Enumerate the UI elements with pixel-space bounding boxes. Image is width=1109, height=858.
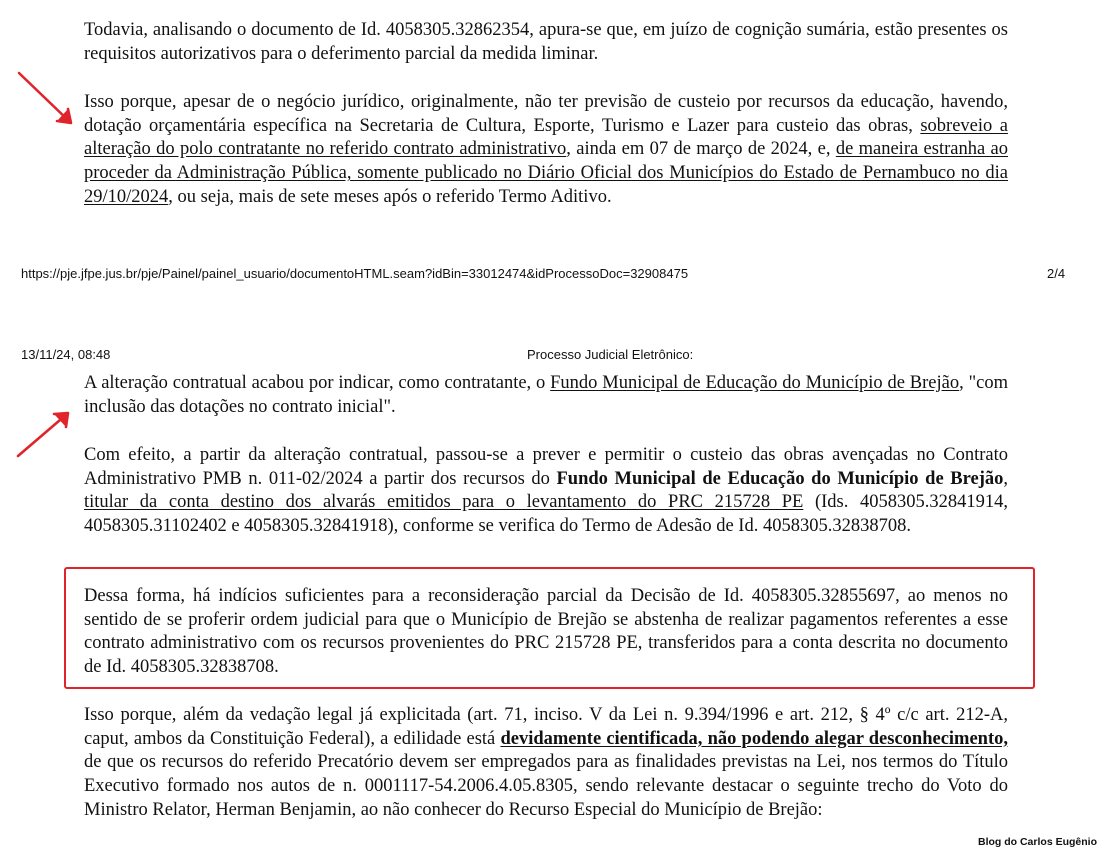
bold-underlined-text: devidamente cientificada, não podendo alegar desconhecimento,: [500, 728, 1008, 749]
page-footer-url[interactable]: https://pje.jfpe.jus.br/pje/Painel/painel_usuario/documentoHTML.seam?idBin=33012474&idProcessoDoc=32908475: [21, 266, 689, 281]
blog-watermark: Blog do Carlos Eugênio: [977, 836, 1097, 848]
paragraph-3: A alteração contratual acabou por indicar, como contratante, o Fundo Municipal de Educação do Município de Brejão, "com inclusão das dotações no contrato inicial".: [84, 373, 1009, 417]
document-header-title: Processo Judicial Eletrônico:: [527, 347, 694, 362]
paragraph-4: Com efeito, a partir da alteração contratual, passou-se a prever e permitir o custeio das obras avençadas no Contrato Administrativo PMB n. 011-02/2024 a partir dos recursos do Fundo Municipal de Educação do Município de Brejão, titular da conta destino dos alvarás emitidos para o levantamento do PRC 215728 PE (Ids. 4058305.32841914, 4058305.31102402 e 4058305.32841918), conforme se verifica do Termo de Adesão de Id. 4058305.32838708.: [84, 445, 1008, 537]
print-datetime: 13/11/24, 08:48: [21, 347, 111, 362]
underlined-text: titular da conta destino dos alvarás emitidos para o levantamento do PRC 215728 PE: [84, 492, 804, 513]
paragraph-6: Isso porque, além da vedação legal já explicitada (art. 71, inciso. V da Lei n. 9.394/1996 e art. 212, § 4º c/c art. 212-A, caput, ambos da Constituição Federal), a edilidade está devidamente cientificada, não podendo alegar desconhecimento, de que os recursos do referido Precatório devem ser empregados para as finalidades previstas na Lei, nos termos do Título Executivo formado nos autos de n. 0001117-54.2006.4.05.8305, sendo relevante destacar o seguinte trecho do Voto do Ministro Relator, Herman Benjamin, ao não conhecer do Recurso Especial do Município de Brejão:: [84, 705, 1008, 820]
underlined-text: Fundo Municipal de Educação do Município de Brejão: [550, 373, 960, 393]
arrow-icon: [19, 73, 71, 123]
bold-text: Fundo Municipal de Educação do Município de Brejão: [556, 468, 1004, 489]
arrow-icon: [18, 413, 68, 456]
paragraph-2: Isso porque, apesar de o negócio jurídico, originalmente, não ter previsão de custeio por recursos da educação, havendo, dotação orçamentária específica na Secretaria de Cultura, Esporte, Turismo e Lazer para custeio das obras, sobreveio a alteração do polo contratante no referido contrato administrativo, ainda em 07 de março de 2024, e, de maneira estranha ao proceder da Administração Pública, somente publicado no Diário Oficial dos Municípios do Estado de Pernambuco no dia 29/10/2024, ou seja, mais de sete meses após o referido Termo Aditivo.: [84, 92, 1008, 207]
paragraph-1: Todavia, analisando o documento de Id. 4058305.32862354, apura-se que, em juízo de cognição sumária, estão presentes os requisitos autorizativos para o deferimento parcial da medida liminar.: [84, 20, 1008, 64]
underlined-text: de maneira estranha ao proceder da Administração Pública, somente publicado no Diário Oficial dos Municípios do Estado de Pernambuco no dia 29/10/2024: [84, 139, 1008, 207]
paragraph-5-highlighted: Dessa forma, há indícios suficientes para a reconsideração parcial da Decisão de Id. 4058305.32855697, ao menos no sentido de se proferir ordem judicial para que o Município de Brejão se abstenha de realizar pagamentos referentes a esse contrato administrativo com os recursos provenientes do PRC 215728 PE, transferidos para a conta descrita no documento de Id. 4058305.32838708.: [84, 586, 1008, 678]
underlined-text: sobreveio a alteração do polo contratante no referido contrato administrativo: [84, 115, 1008, 160]
page-number: 2/4: [1047, 266, 1066, 281]
